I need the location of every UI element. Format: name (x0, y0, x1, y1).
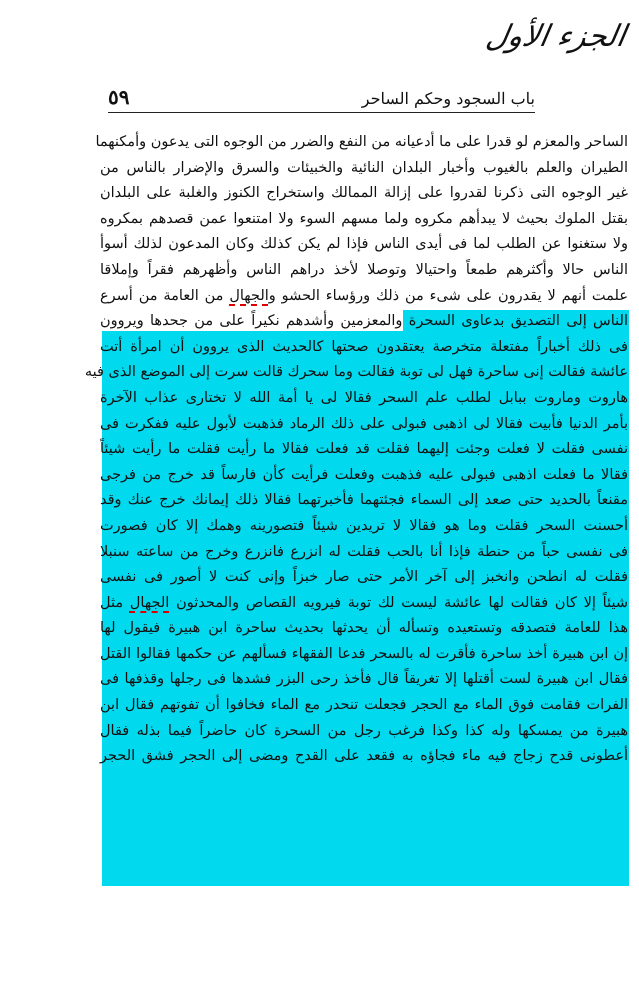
text-line: شيئاً إلا كان فقالت لها عائشة ليست لك توبة فيرويه القصاص والمحدثون الجهال مثل (100, 594, 629, 611)
text-line: فى ذلك أخباراً مفتعلة متخرصة يعتقدون صحتها كالحديث الذى يروون أن امرأة أتت (100, 338, 628, 355)
text-line: الناس إلى التصديق بدعاوى السحرة والمعزمين وأشدهم نكيراً على من جحدها ويروون (100, 313, 628, 330)
text-line: هذا للعامة فتصدقه وتستعيده وتسأله أن يحدثها بحديث ساحرة ابن هبيرة فيقول لها (100, 620, 628, 637)
text-line: فى نفسى حباً من حنطة فإذا أنا بالحب فقلت له انزرع فانزرع وخرج من ساعته سنبلا (100, 543, 628, 560)
text-line: عائشة فقالت إنى ساحرة فهل لى توبة فقالت وما سحرك قالت سرت إلى الموضع الذى فيه (84, 364, 628, 381)
body-text (84, 130, 629, 770)
text-line: إن ابن هبيرة أخذ ساحرة فأقرت له بالسحر فدعا الفقهاء فسألهم عن حكمها فقالوا القتل (100, 645, 628, 662)
underlined-word: الجهال (229, 287, 269, 304)
page-number: ٥٩ (108, 85, 130, 109)
text-line: نفسى فقلت لا فعلت وجئت إليهما فقلت قد فعلت فقالا ما رأيت فقلت ما رأيت شيئاً (100, 441, 628, 458)
text-line: الساحر والمعزم لو قدرا على ما أدعيانه من النفع والضرر من الوجوه التى يدعون وأمكنهما (95, 134, 628, 150)
text-line: بأمر الدنيا فأبيت فقالا لى اذهبى فبولى على ذلك الرماد فذهبت لأبول عليه ففكرت فى (100, 415, 628, 432)
header-rule (108, 112, 535, 113)
volume-ornament: الجزء الأول (483, 19, 629, 54)
text-line: بقتل الملوك بحيث لا يبدأهم مكروه ولما مسهم السوء ولا امتنعوا عمن قصدهم بمكروه (100, 210, 628, 227)
chapter-title: باب السجود وحكم الساحر (361, 89, 535, 108)
underlined-word: الجهال (129, 594, 170, 611)
text-line: أحسنت السحر فقلت وما هو فقالا لا تريدين شيئاً فتصورينه وهمك إلا كان فصورت (100, 517, 628, 534)
text-line: الطيران والعلم بالغيوب وأخبار البلدان النائية والخبيئات والسرق والإضرار بالناس من (100, 159, 628, 176)
text-line: فقلت له انطحن وانخبز إلى آخر الأمر حتى صار خبزاً وإنى كنت لا أصور فى نفسى (100, 569, 628, 586)
text-line: ولا ستغنوا عن الطلب لما فى أيدى الناس فإذا لم يكن كذلك وكان المدعون لذلك أسوأ (100, 236, 628, 253)
text-line: الناس حالا وأكثرهم طمعاً واحتيالا وتوصلا لأخذ دراهم الناس وأظهرهم فقراً وإملاقا (100, 261, 628, 278)
text-line: فقال ابن هبيرة لست أقتلها إلا تغريقاً قال فأخذ رحى البزر فشدها فى رجلها وقذفها فى (100, 671, 628, 688)
text-line: فقالا ما فعلت اذهبى فبولى عليه فذهبت وفعلت فرأيت كأن فارساً قد خرج من فرجى (100, 466, 628, 483)
text-line: مقنعاً بالحديد حتى صعد إلى السماء فجئتهما فأخبرتهما فقالا ذلك إيمانك خرج عنك وقد (100, 492, 628, 509)
text-line: هاروت وماروت ببابل لطلب علم السحر فقالا لى يا أمة الله لا تختارى عذاب الآخرة (100, 389, 628, 406)
text-line: أعطونى قدح زجاج فيه ماء فجاؤه به فقعد على القدح ومضى إلى الحجر فشق الحجر (100, 748, 628, 765)
running-header (108, 85, 535, 114)
text-line: علمت أنهم لا يقدرون على شىء من ذلك ورؤساء الحشو والجهال من العامة من أسرع (100, 287, 628, 304)
text-line: الفرات فقامت فوق الماء مع الحجر فجعلت تنحدر مع الماء فخافوا أن تفوتهم فقال ابن (100, 697, 628, 714)
text-line: غير الوجوه التى ذكرنا لقدروا على إزالة الممالك واستخراج الكنوز والغلبة على البلدان (100, 185, 628, 202)
text-line: هبيرة من يمسكها وله كذا وكذا فرغب رجل من السحرة كان حاضراً فيما بذله فقال (100, 722, 628, 739)
